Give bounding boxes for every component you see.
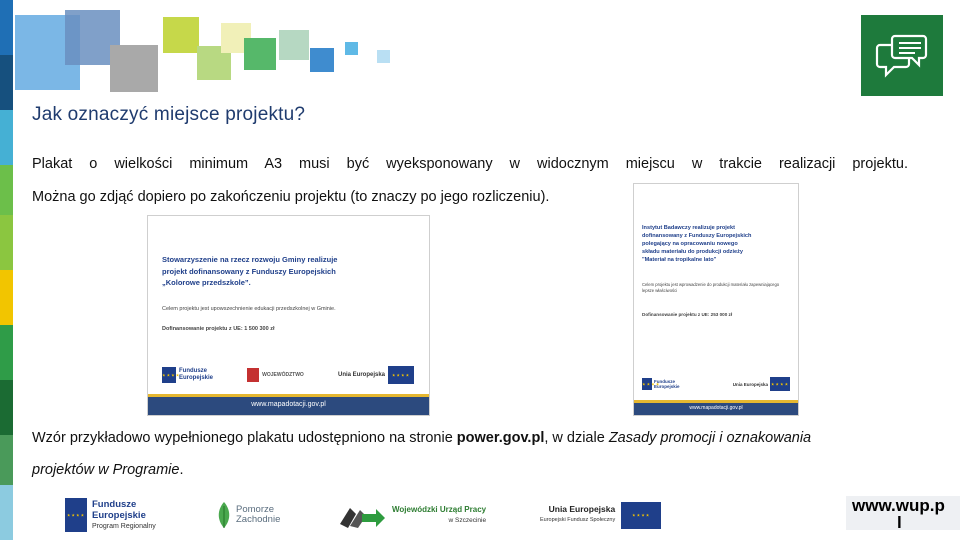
poster2-funding: Dofinansowanie projektu z UE: 253 000 zł bbox=[642, 312, 733, 317]
poster2-headline-4: składu materiału do produkcji odzieży bbox=[642, 249, 744, 255]
speech-bubbles-icon bbox=[861, 15, 943, 96]
poster2-goal: Celem projektu jest wprowadzenie do produkcji materiału zapewniającego lepsze właściwości bbox=[642, 282, 780, 293]
poster-headline-3: „Kolorowe przedszkole”. bbox=[162, 278, 251, 287]
wup-building-icon bbox=[338, 500, 386, 530]
poster-logo-fe: Fundusze Europejskie bbox=[179, 368, 214, 381]
poster2-logo-ue: Unia Europejska bbox=[732, 381, 768, 387]
coat-of-arms-icon bbox=[247, 368, 259, 382]
wup-url-line-1: www.wup.p bbox=[852, 496, 945, 515]
poster-footer bbox=[148, 394, 429, 415]
para4-dot: . bbox=[179, 462, 184, 478]
poster-headline-2: projekt dofinansowany z Funduszy Europejskich bbox=[162, 266, 336, 276]
wup-url-line-2: l bbox=[897, 513, 902, 532]
poster2-footer bbox=[634, 400, 798, 415]
fe-title-2: Europejskie bbox=[92, 509, 146, 521]
poster-footer-url: www.mapadotacji.gov.pl bbox=[251, 401, 326, 408]
poster2-headline-2: dofinansowany z Funduszy Europejskich bbox=[642, 233, 752, 239]
fe-logo-icon bbox=[162, 367, 176, 383]
poster2-logo-fe: Fundusze Europejskie bbox=[654, 379, 680, 389]
fe-subtitle: Program Regionalny bbox=[92, 522, 156, 530]
fe-title-1: Fundusze bbox=[92, 498, 137, 510]
ue-line-1: Unia Europejska bbox=[548, 504, 616, 514]
wup-url[interactable] bbox=[852, 496, 945, 530]
logo-wup-szczecin bbox=[338, 495, 486, 535]
eu-flag-icon bbox=[621, 502, 661, 529]
wup-line-1: Wojewódzki Urząd Pracy bbox=[392, 505, 487, 514]
poster-goal: Celem projektu jest upowszechnienie edukacji przedszkolnej w Gminie. bbox=[162, 306, 336, 312]
paragraph-remove-poster: Można go zdjąć dopiero po zakończeniu projektu (to znaczy po jego rozliczeniu). bbox=[32, 189, 550, 205]
paragraph-poster-size: Plakat o wielkości minimum A3 musi być wyeksponowany w widocznym miejscu w trakcie realizacji projektu. bbox=[32, 156, 908, 172]
logo-pomorze-zachodnie bbox=[215, 495, 280, 535]
poster-headline-1: Stowarzyszenie na rzecz rozwoju Gminy realizuje bbox=[162, 255, 338, 264]
para3-text-2: , w dziale bbox=[544, 430, 609, 446]
logo-fundusze-europejskie bbox=[65, 495, 156, 535]
poster-example-landscape bbox=[147, 215, 430, 416]
leaf-icon bbox=[215, 500, 233, 530]
poster-logo-row bbox=[162, 364, 414, 386]
poster-example-portrait bbox=[633, 183, 799, 416]
poster2-logo-row bbox=[642, 375, 790, 393]
logo-unia-europejska bbox=[540, 495, 661, 535]
poster-logo-region: WOJEWÓDZTWO bbox=[262, 371, 304, 378]
para4-text: projektów w Programie bbox=[32, 462, 180, 478]
wup-line-2: w Szczecinie bbox=[448, 517, 487, 524]
eu-flag-icon bbox=[770, 377, 790, 391]
poster2-headline-5: "Materiał na tropikalne lato" bbox=[642, 257, 717, 263]
poster-logo-ue: Unia Europejska bbox=[337, 371, 385, 378]
fe-star-icon bbox=[65, 498, 87, 532]
eu-flag-icon bbox=[388, 366, 414, 384]
poster2-headline-3: polegający na opracowaniu nowego bbox=[642, 241, 738, 247]
paragraph-template-info bbox=[32, 430, 811, 446]
chat-icon-box[interactable] bbox=[861, 15, 943, 96]
poster-funding: Dofinansowanie projektu z UE: 1 500 300 zł bbox=[162, 326, 275, 332]
section-name: Zasady promocji i oznakowania bbox=[608, 430, 812, 446]
poster2-footer-url: www.mapadotacji.gov.pl bbox=[689, 405, 743, 411]
pomorze-line-1: Pomorze bbox=[236, 504, 275, 515]
fe-logo-icon bbox=[642, 378, 652, 390]
power-gov-link[interactable]: power.gov.pl bbox=[456, 430, 545, 446]
poster2-headline-1: Instytut Badawczy realizuje projekt bbox=[642, 225, 735, 231]
paragraph-template-info-cont bbox=[32, 462, 184, 478]
para3-text-1: Wzór przykładowo wypełnionego plakatu udostępniono na stronie bbox=[32, 430, 457, 446]
slide-title: Jak oznaczyć miejsce projektu? bbox=[32, 104, 306, 125]
ue-line-2: Europejski Fundusz Społeczny bbox=[540, 517, 616, 523]
pomorze-line-2: Zachodnie bbox=[236, 514, 281, 525]
